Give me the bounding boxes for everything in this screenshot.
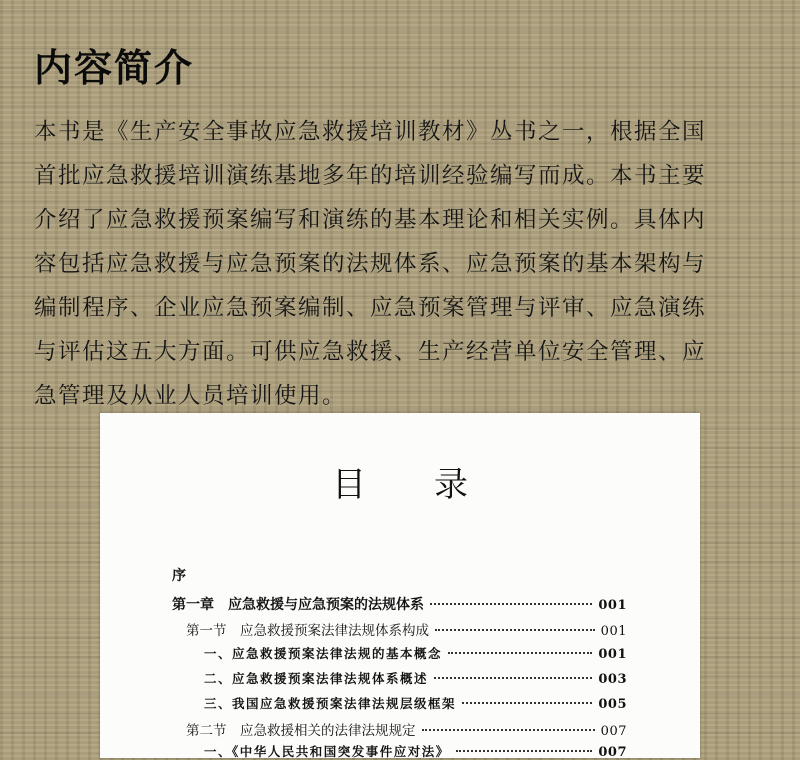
toc-leader-dots: [422, 728, 595, 731]
intro-line: 容包括应急救援与应急预案的法规体系、应急预案的基本架构与: [34, 251, 707, 277]
toc-leader-dots: [462, 701, 592, 704]
toc-title-char: 录: [434, 465, 468, 505]
toc-entry-page: 007: [600, 724, 627, 739]
toc-preface-label: 序: [172, 568, 186, 584]
toc-entry-label: 第二节 应急救援相关的法律法规规定: [186, 723, 416, 739]
intro-line: 与评估这五大方面。可供应急救援、生产经营单位安全管理、应: [34, 339, 707, 365]
intro-line: 急管理及从业人员培训使用。: [34, 383, 347, 409]
toc-entry-page: 001: [600, 624, 627, 639]
toc-entry-label: 三、我国应急救援预案法律法规层级框架: [204, 696, 457, 711]
toc-entry: [204, 644, 627, 662]
toc-entry: [186, 619, 627, 639]
toc-entry-label: 第一章 应急救援与应急预案的法规体系: [172, 597, 424, 613]
intro-heading: 内容简介: [34, 45, 195, 90]
toc-title-char: 目: [332, 465, 366, 505]
toc-entry-page: 001: [598, 647, 627, 662]
toc-entry-page: 001: [598, 598, 627, 613]
toc-entry-label: 一、《中华人民共和国突发事件应对法》: [204, 744, 450, 759]
intro-line: 编制程序、企业应急预案编制、应急预案管理与评审、应急演练: [34, 295, 707, 321]
toc-entry: [172, 594, 627, 614]
toc-entry: [186, 719, 627, 739]
toc-leader-dots: [435, 628, 595, 631]
toc-entry-label: 第一节 应急救援预案法律法规体系构成: [186, 623, 429, 639]
toc-leader-dots: [448, 651, 592, 654]
toc-page-image: [100, 413, 700, 758]
toc-entry-label: 一、应急救援预案法律法规的基本概念: [204, 646, 443, 661]
toc-entry: [204, 742, 627, 760]
intro-line: 介绍了应急救援预案编写和演练的基本理论和相关实例。具体内: [34, 207, 707, 233]
toc-entry: [204, 694, 627, 712]
toc-entry-page: 003: [598, 672, 627, 687]
toc-entry-page: 007: [598, 745, 627, 760]
intro-line: 首批应急救援培训演练基地多年的培训经验编写而成。本书主要: [34, 163, 707, 189]
toc-title: [100, 465, 700, 505]
toc-entry-label: 二、应急救援预案法律法规体系概述: [204, 671, 429, 686]
intro-paragraph: [34, 110, 759, 418]
toc-leader-dots: [434, 676, 592, 679]
toc-preface: [172, 565, 232, 585]
toc-entry-page: 005: [598, 697, 627, 712]
toc-entry: [204, 669, 627, 687]
intro-line: 本书是《生产安全事故应急救援培训教材》丛书之一，根据全国: [34, 119, 707, 145]
toc-leader-dots: [430, 602, 592, 605]
